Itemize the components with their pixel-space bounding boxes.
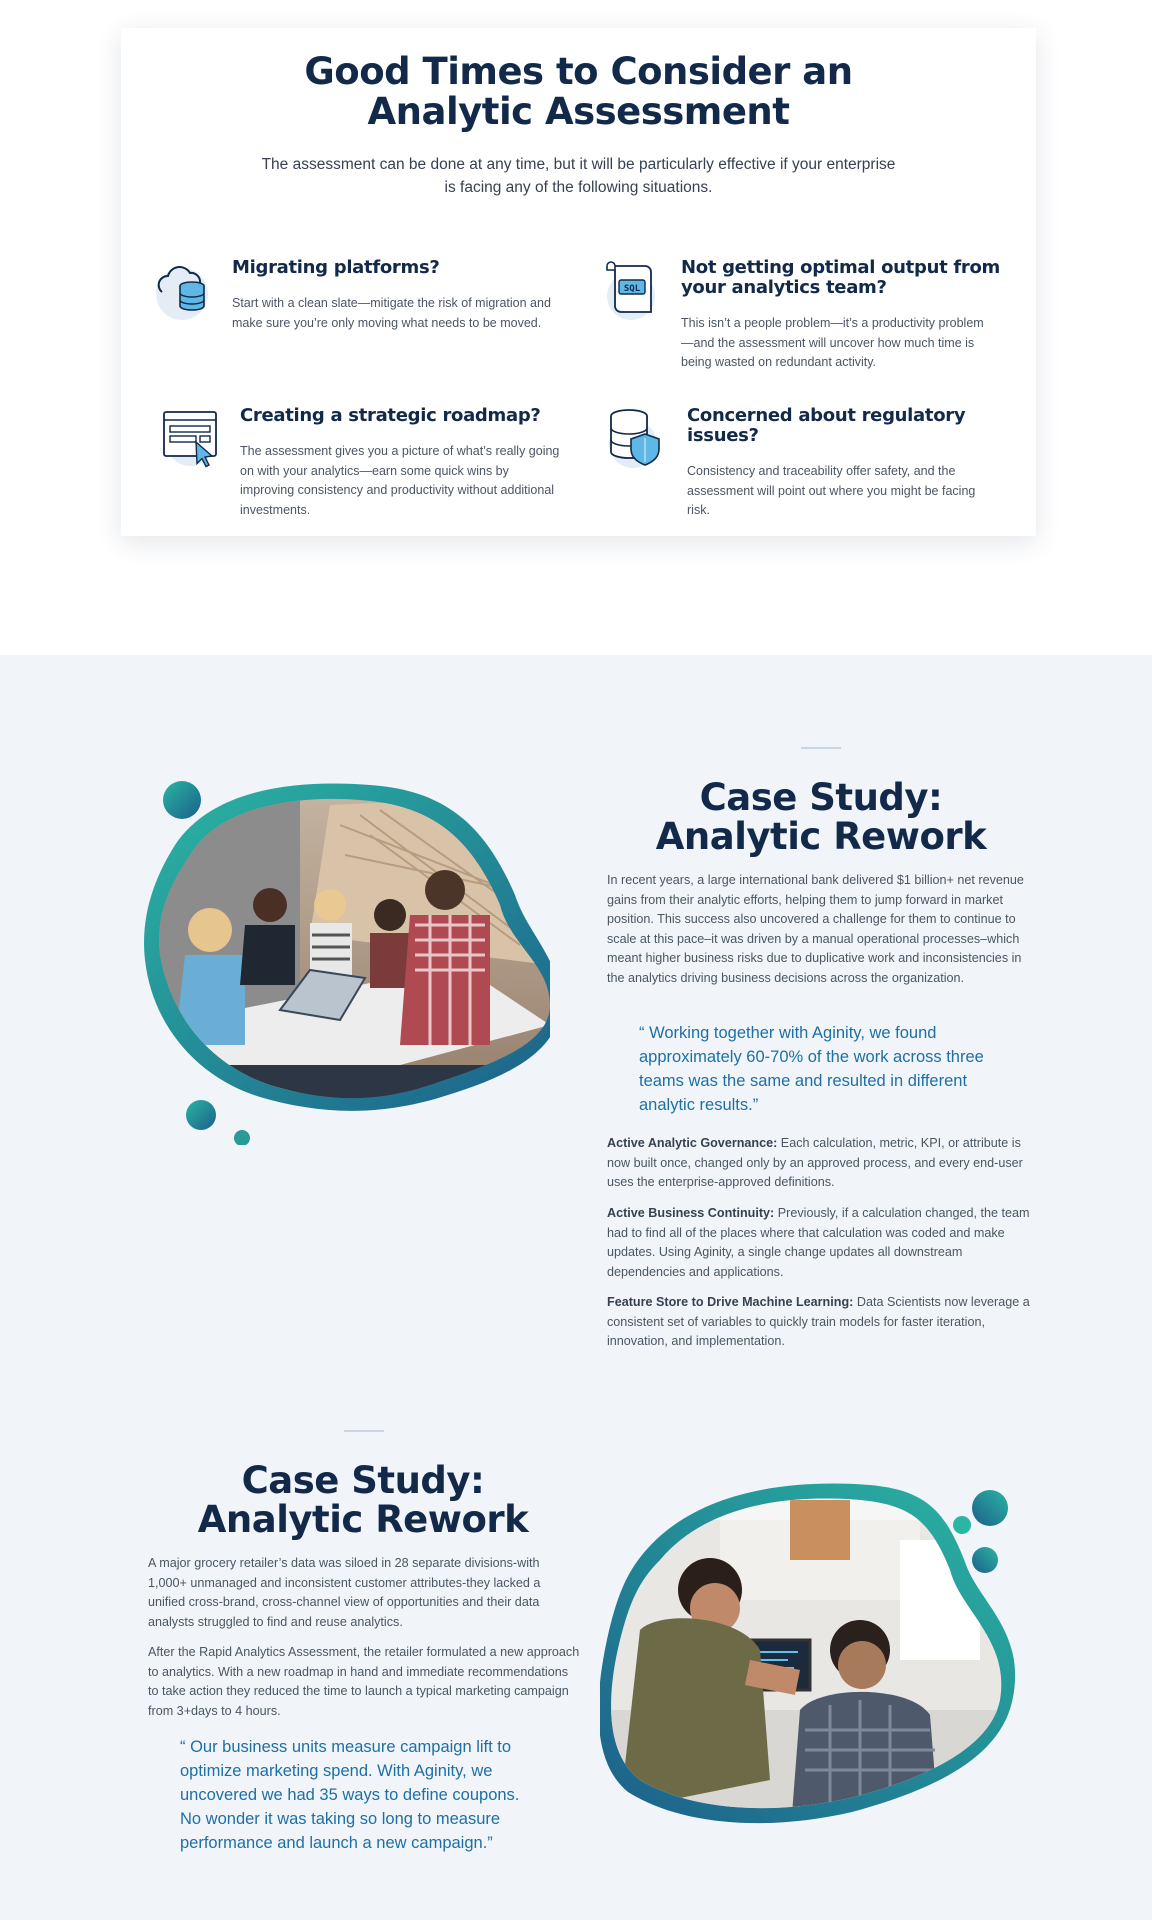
case-study-2-para1: A major grocery retailer’s data was siloed in 28 separate divisions-with 1,000+ unmanaged and inconsistent customer attributes-they lacked a unified cross-brand, cross-channel view of opportunities and their data analysts struggled to find and reuse analytics.	[148, 1556, 541, 1629]
case-study-1-title	[606, 778, 1036, 856]
case-study-1-quote: “ Working together with Aginity, we found approximately 60-70% of the work across three teams was the same and resulted in different analytic results.”	[639, 1024, 984, 1114]
point-label: Active Business Continuity:	[607, 1206, 775, 1220]
feature-text: Consistency and traceability offer safety, and the assessment will point out where you might be facing risk.	[687, 464, 976, 517]
case-study-1-title-line2: Analytic Rework	[655, 815, 987, 858]
feature-text: Start with a clean slate—mitigate the risk of migration and make sure you’re only moving what needs to be moved.	[232, 296, 551, 330]
assessment-title	[121, 52, 1036, 132]
meeting-photo	[130, 765, 550, 1145]
database-shield-icon	[603, 404, 673, 474]
sql-scroll-icon	[597, 258, 667, 328]
feature-optimal-output	[597, 228, 1017, 368]
decor-bubble	[972, 1547, 998, 1573]
point-label: Feature Store to Drive Machine Learning:	[607, 1295, 854, 1309]
point-text: Data Scientists now leverage a consistent set of variables to quickly train models for faster iteration, innovation, and implementation.	[607, 1295, 1030, 1348]
case-study-1-title-line1: Case Study:	[699, 776, 943, 819]
developers-photo	[600, 1480, 1030, 1840]
assessment-title-line2: Analytic Assessment	[367, 90, 790, 133]
section-divider	[344, 1430, 384, 1432]
point-text: Previously, if a calculation changed, the team had to find all of the places where that calculation was coded and make updates. Using Aginity, a single change updates all downstream dependencies and applications.	[607, 1206, 1030, 1279]
case-study-1-point-governance	[607, 1134, 1039, 1193]
point-text: Each calculation, metric, KPI, or attribute is now built once, changed only by an approved process, and every end-user uses the enterprise-approved definitions.	[607, 1136, 1023, 1189]
decor-bubble	[186, 1100, 216, 1130]
point-label: Active Analytic Governance:	[607, 1136, 778, 1150]
feature-text: The assessment gives you a picture of what’s really going on with your analytics—earn some quick wins by improving consistency and productivity without additional investments.	[240, 444, 560, 517]
case-study-2-title	[148, 1461, 578, 1539]
feature-title: Not getting optimal output from your analytics team?	[681, 257, 1000, 298]
decor-bubble	[953, 1516, 971, 1534]
dashboard-cursor-icon	[156, 404, 226, 474]
case-study-1-point-continuity	[607, 1204, 1039, 1282]
case-study-2-title-line1: Case Study:	[241, 1459, 485, 1502]
case-study-2-quote: “ Our business units measure campaign lift to optimize marketing spend. With Aginity, we uncovered we had 35 ways to define coupons. No wonder it was taking so long to measure performance and launch a new campaign.”	[180, 1738, 520, 1852]
case-study-2-para2: After the Rapid Analytics Assessment, the retailer formulated a new approach to analytics. With a new roadmap in hand and immediate recommendations to take action they reduced the time to launch a typical marketing campaign from 3+days to 4 hours.	[148, 1645, 580, 1718]
cloud-database-icon	[148, 258, 218, 328]
feature-text: This isn’t a people problem—it’s a productivity problem—and the assessment will uncover how much time is being wasted on redundant activity.	[681, 316, 984, 369]
feature-strategic-roadmap	[156, 376, 576, 516]
case-studies-section	[0, 655, 1152, 1920]
section-divider	[801, 747, 841, 749]
decor-bubble	[972, 1490, 1008, 1526]
case-study-1-point-feature-store	[607, 1293, 1039, 1352]
decor-bubble	[163, 781, 201, 819]
case-study-1-intro: In recent years, a large international bank delivered $1 billion+ net revenue gains from their analytic efforts, helping them to jump forward in market position. This success also uncovered a challenge for them to continue to scale at this pace–it was driven by a manual operational processes–which meant higher business risks due to duplicative work and inconsistencies in the analytics driving business decisions across the organization.	[607, 873, 1024, 985]
feature-title: Concerned about regulatory issues?	[687, 405, 966, 446]
feature-regulatory-issues	[603, 376, 1023, 516]
feature-migrating-platforms	[148, 228, 568, 348]
feature-title: Migrating platforms?	[232, 257, 440, 278]
assessment-subtitle: The assessment can be done at any time, but it will be particularly effective if your enterprise is facing any of the following situations.	[261, 156, 896, 196]
assessment-title-line1: Good Times to Consider an	[304, 50, 853, 93]
case-study-2-title-line2: Analytic Rework	[197, 1498, 529, 1541]
feature-title: Creating a strategic roadmap?	[240, 405, 541, 426]
sql-label: SQL	[623, 284, 641, 294]
decor-bubble	[234, 1130, 250, 1145]
assessment-card	[121, 28, 1036, 536]
